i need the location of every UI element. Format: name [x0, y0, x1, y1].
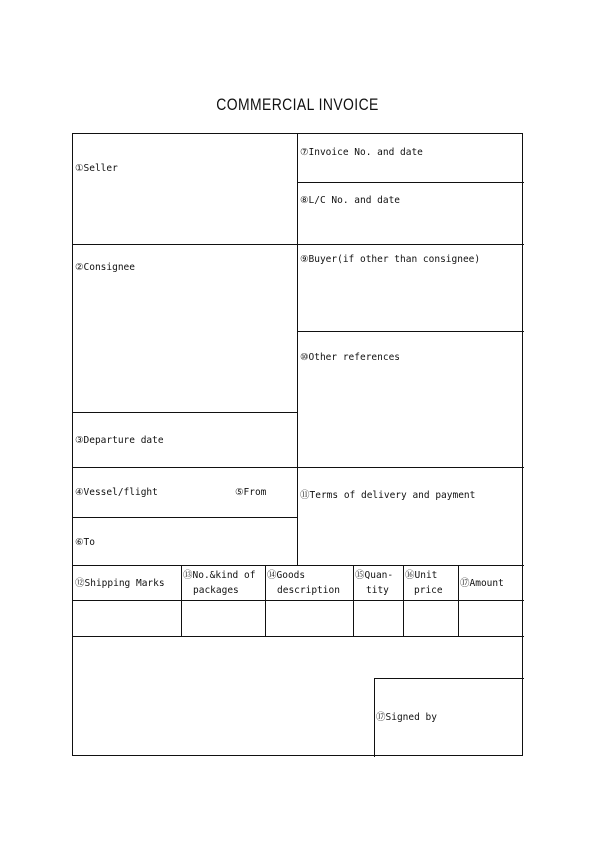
invoice-no-label: ⑦Invoice No. and date — [300, 147, 423, 158]
packages-header-line1: ⑬No.&kind of — [183, 570, 256, 581]
shipping-marks-header: ⑫Shipping Marks — [75, 578, 165, 589]
divider — [297, 134, 298, 565]
invoice-form — [72, 133, 523, 756]
divider — [73, 600, 524, 601]
divider — [73, 636, 524, 637]
divider — [73, 517, 297, 518]
page-title: COMMERCIAL INVOICE — [216, 95, 379, 114]
divider — [403, 565, 404, 636]
to-label: ⑥To — [75, 537, 95, 548]
divider — [458, 565, 459, 636]
divider — [353, 565, 354, 636]
divider — [374, 678, 375, 757]
buyer-label: ⑨Buyer(if other than consignee) — [300, 254, 481, 265]
unit-price-header-line2: price — [414, 585, 443, 596]
signed-by-label: ⑰Signed by — [376, 712, 437, 723]
consignee-label: ②Consignee — [75, 262, 135, 273]
amount-header: ⑰Amount — [460, 578, 504, 589]
divider — [297, 182, 524, 183]
divider — [181, 565, 182, 636]
quantity-header-line1: ⑮Quan- — [355, 570, 394, 581]
seller-label: ①Seller — [75, 163, 118, 174]
divider — [73, 467, 524, 468]
other-references-label: ⑩Other references — [300, 352, 401, 363]
terms-label: ⑪Terms of delivery and payment — [300, 490, 476, 501]
departure-date-label: ③Departure date — [75, 435, 164, 446]
packages-header-line2: packages — [193, 585, 239, 596]
vessel-flight-label: ④Vessel/flight — [75, 487, 158, 498]
divider — [297, 331, 524, 332]
quantity-header-line2: tity — [366, 585, 389, 596]
unit-price-header-line1: ⑯Unit — [405, 570, 438, 581]
divider — [73, 412, 297, 413]
from-label: ⑤From — [235, 487, 267, 498]
goods-header-line2: description — [277, 585, 340, 596]
divider — [73, 244, 524, 245]
divider — [374, 678, 524, 679]
goods-header-line1: ⑭Goods — [267, 570, 306, 581]
divider — [265, 565, 266, 636]
lc-no-label: ⑧L/C No. and date — [300, 195, 401, 206]
divider — [73, 565, 524, 566]
